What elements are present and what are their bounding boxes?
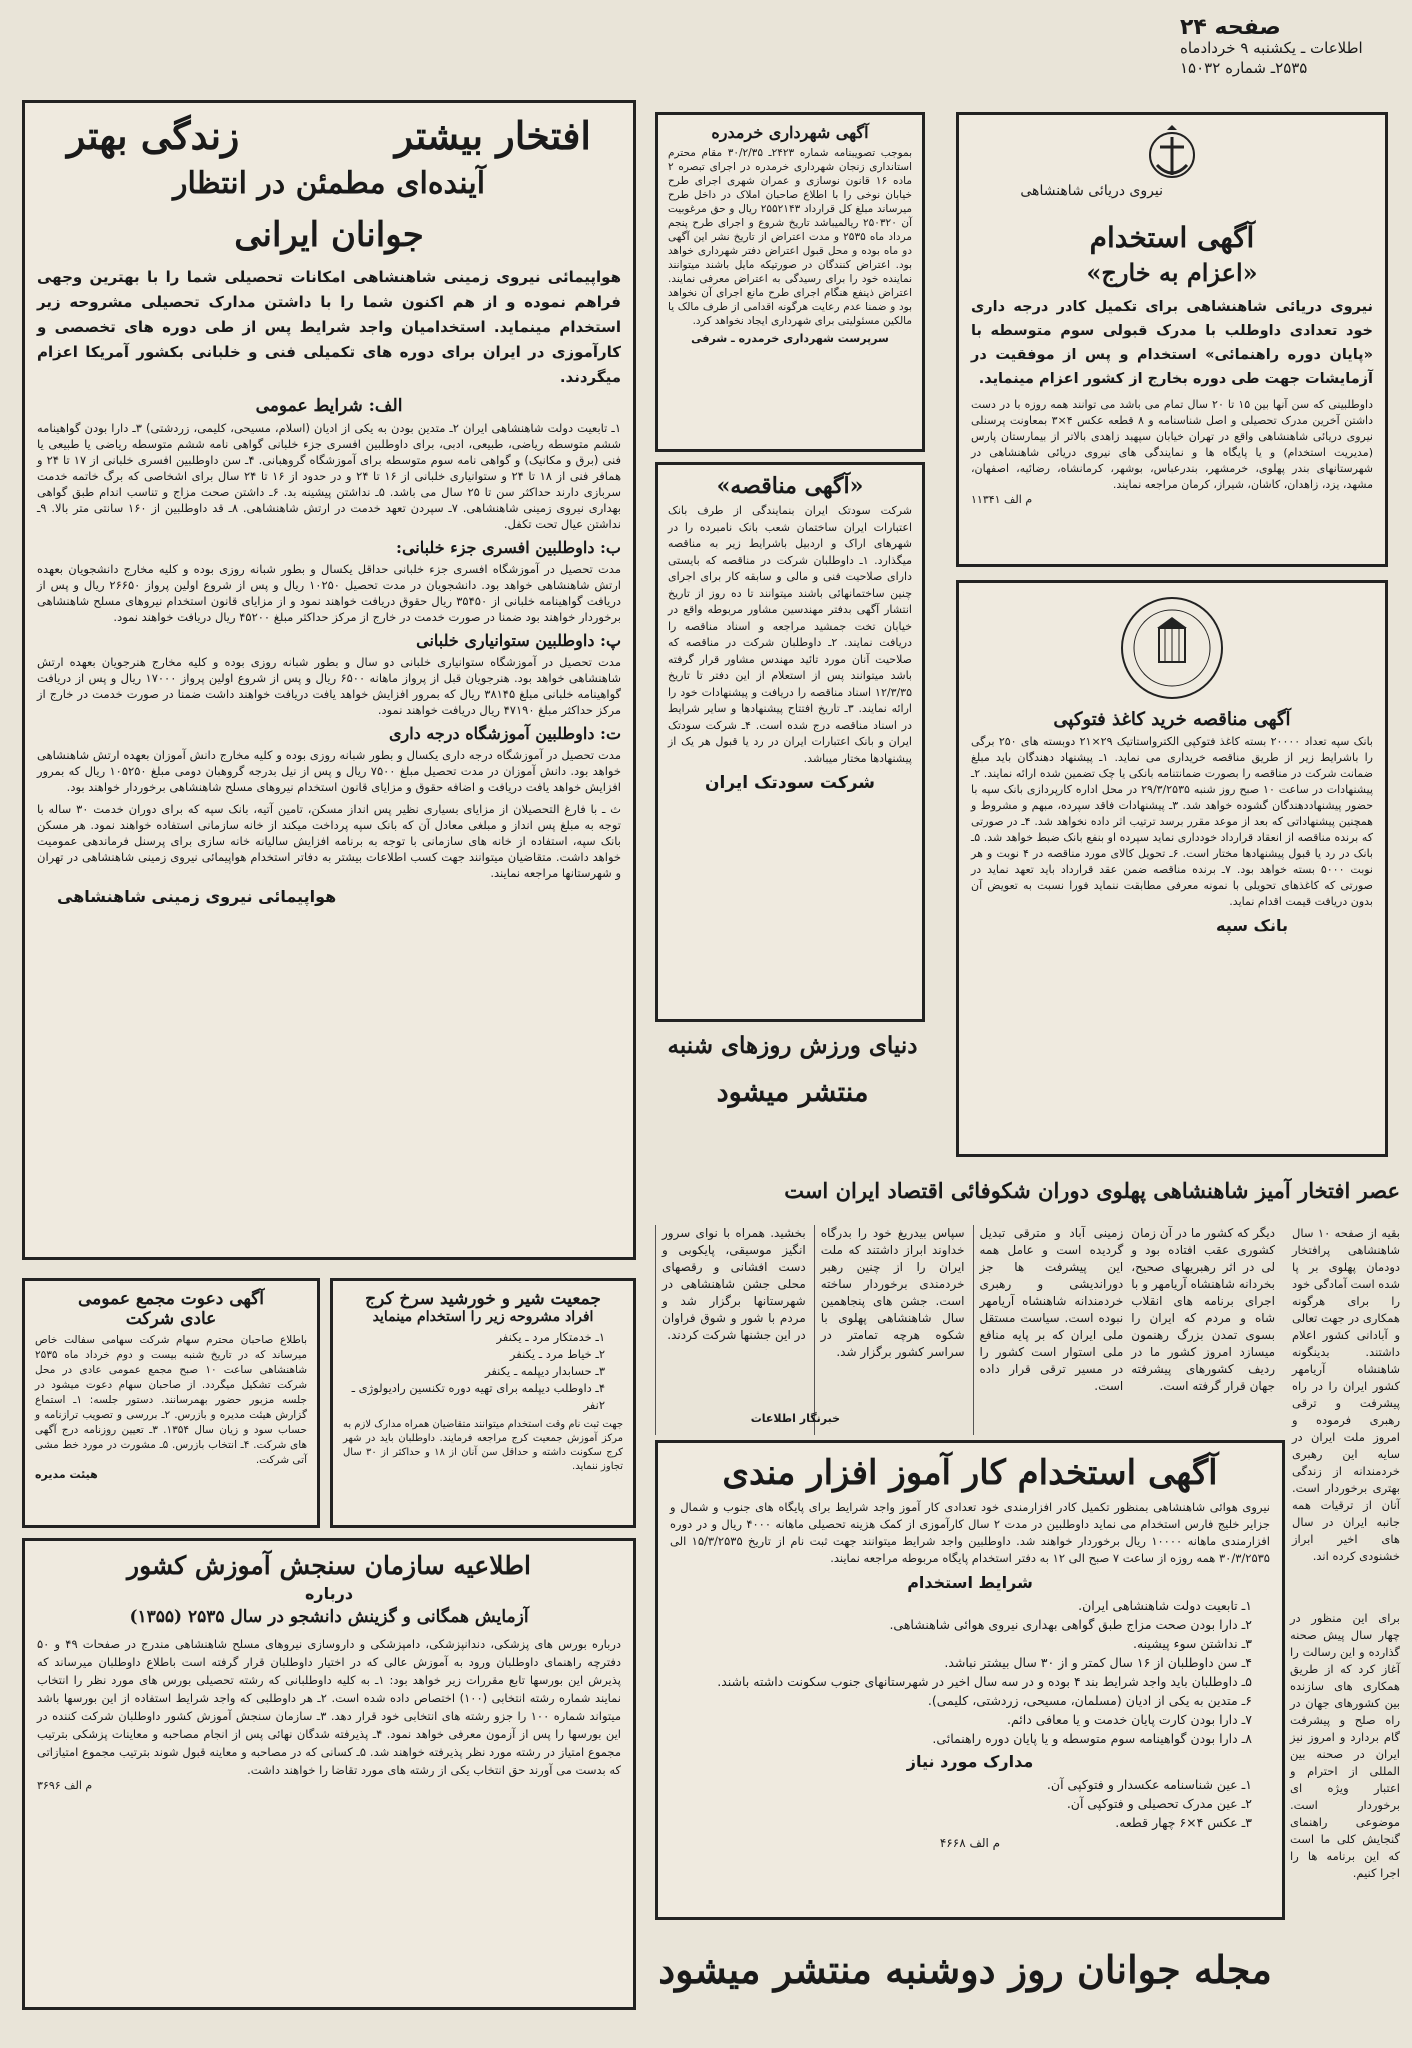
list-item: ۸ـ دارا بودن گواهینامه سوم متوسطه و یا پایان دوره راهنمائی.: [932, 1731, 1252, 1746]
army-aviation-recruitment-ad: [22, 100, 636, 1260]
air-force-trainee-recruitment-ad: [655, 1440, 1285, 1920]
red-lion-positions-list: [343, 1329, 623, 1414]
bank-sepah-signature: بانک سپه: [1216, 916, 1288, 935]
tender-title: «آگهی مناقصه»: [716, 473, 864, 499]
trainee-title: آگهی استخدام کار آموز افزار مندی: [722, 1453, 1218, 1493]
tender-signature: شرکت سودتک ایران: [704, 773, 876, 793]
section-p-text: مدت تحصیل در آموزشگاه ستوانیاری خلبانی دو سال و بطور شبانه روزی بوده و کلیه مخارج هنرجویان بعهده ارتش شاهنشاهی خواهد بود. هنرجویان قبل از پرواز ماهانه ۶۵۰۰ ریال و پس از شروع اولین پرواز ۱۷۰۰۰ ریال و پس از دریافت گواهینامه خلبانی مبلغ ۳۸۱۴۵ ریال که بمرور افزایش خواهد یافت دریافت خواهند داشت ضمنا در صورت خدمت در خارج از مرکز حداکثر مبلغ ۴۷۱۹۰ ریال دریافت خواهند نمود.: [37, 655, 621, 717]
khorramdareh-signature: سرپرست شهرداری خرمدره ـ شرفی: [691, 332, 889, 345]
exam-text: درباره بورس های پزشکی، دندانپزشکی، دامپزشکی و داروسازی نیروهای مسلح شاهنشاهی مندرج در صفحات ۴۹ و ۵۰ دفترچه راهنمای داوطلبان ورود به آموزش عالی که در اختیار داوطلبان قرار گرفته است باطلاع داوطلبان میرساند که پذیرش این بورسها تابع مقررات زیر خواهد بود: ۱ـ به کلیه داوطلبانی که رشته تحصیلی بورس های مورد نظر را انتخاب نمایند شماره رشته انتخابی (۱۰۰) اختصاص داده شده است. ۲ـ هر داوطلبی که واجد شرایط استفاده از این بورسها باشد میتواند شماره ۱۰۰ را جزو رشته های انتخابی خود قرار دهد. ۳ـ سازمان سنجش آموزش کشور داوطلبان شرکت کننده در این بورسها را پس از آزمون معرفی خواهد نمود. ۴ـ پذیرفته شدگان نهائی پس از انجام مصاحبه و معاینات پزشکی بترتیب مجموع امتیاز در رشته مورد نظر پذیرفته خواهند شد. ۵ـ کسانی که در مصاحبه و معاینه قبول شوند بترتیب مجموع امتیازاتی که بدست می آورند حق انتخاب یکی از رشته های مورد تقاضا را خواهند داشت.: [37, 1637, 622, 1777]
exam-organization-notice: [22, 1538, 636, 2010]
exam-subtitle-2: آزمایش همگانی و گزینش دانشجو در سال ۲۵۳۵ (۱۳۵۵): [129, 1607, 529, 1627]
list-item: ۶ـ متدین به یکی از ادیان (مسلمان، مسیحی، زردشتی، کلیمی).: [927, 1693, 1252, 1708]
trainee-requirements-list: [670, 1596, 1270, 1748]
trainee-intro: نیروی هوائی شاهنشاهی بمنظور تکمیل کادر افزارمندی خود تعدادی کار آموز واجد شرایط برای پایگاه های جنوب و شمال و جزایر خلیج فارس استخدام می نماید داوطلبین در مدت ۲ سال کارآموزی از کمک هزینه تحصیلی ماهانه ۴۰۰۰ ریال و در دوره افزارمندی ماهانه ۱۰۰۰۰ ریال برخوردار خواهند شد. داوطلبین واجد شرایط میتوانند جهت ثبت نام از تاریخ ۱۵/۳/۲۵۳۵ الی ۳۰/۳/۲۵۳۵ همه روزه از ساعت ۷ صبح الی ۱۲ به دفتر استخدام پایگاه مربوطه مراجعه نمایند.: [670, 1500, 1271, 1565]
article-column-6: بخشید. همراه با نوای سرور انگیز موسیقی، پایکوبی و دست افشانی و رقصهای محلی جشن شاهنشاهی در شهرستانها برگزار شد و مردم با شور و شوق فراوان در این جشنها شرکت کردند.: [655, 1225, 806, 1435]
tender-ad: [655, 462, 925, 1022]
sports-line-2: منتشر میشود: [716, 1077, 869, 1108]
bank-sepah-title: آگهی مناقصه خرید کاغذ فتوکپی: [1053, 709, 1291, 730]
red-lion-subtitle: افراد مشروحه زیر را استخدام مینماید: [372, 1309, 594, 1325]
page-number: صفحه ۲۴: [1180, 15, 1281, 40]
exam-code: م الف ۳۶۹۶: [37, 1779, 93, 1792]
khorramdareh-text: بموجب تصویبنامه شماره ۲۴۲۳ـ ۳۰/۲/۳۵ مقام محترم استانداری زنجان شهرداری خرمدره در اجرای تبصره ۲ ماده ۱۶ قانون نوسازی و عمران شهری اجرای طرح خیابان نوخی را با اطلاع صاحبان املاک در داخل طرح میرساند مبلغ کل قرارداد ۲۵۵۲۱۴۳ ریال و حق مرغوبیت آن ۲۵۰۳۲۰ ریالمیباشد تاریخ شروع و اجرای طرح پنجم مرداد ماه ۲۵۳۵ و مدت اعتراض از تاریخ نشر این آگهی دو ماه بوده و محل قبول اعتراض دفتر شهرداری خواهد بود. اعتراض کنندگان در صورتیکه مایل باشند میتوانند نماینده خود را برای رسیدگی به اعتراض معرفی نمایند. اعتراض ذینفع هنگام اجرای طرح مانع اجرای آن نخواهد بود و ضمنا عدم رعایت هرگونه اقدامی از طرف مالک یا مالکین مسئولیتی برای شهرداری ایجاد نخواهد کرد.: [668, 147, 913, 327]
navy-lead: نیروی دریائی شاهنشاهی برای تکمیل کادر درجه داری خود تعدادی داوطلب با مدرک قبولی سوم متوسطه با «پایان دوره راهنمائی» استخدام و پس از موفقیت در آزمایشات جهت طی دوره بخارج از کشور اعزام مینماید.: [971, 299, 1373, 387]
list-item: ۷ـ دارا بودن کارت پایان خدمت و یا معافی دائم.: [1006, 1712, 1252, 1727]
section-a-text: ۱ـ تابعیت دولت شاهنشاهی ایران ۲ـ متدین بودن به یکی از ادیان (اسلام، مسیحی، کلیمی، زردشتی) ۳ـ دارا بودن گواهینامه ششم متوسطه ریاضی، طبیعی، ادبی، برای داوطلبین افسری جزء خلبانی گواهی نامه ششم متوسطه ریاضی یا طبیعی یا فنی (برق و مکانیک) و گواهی نامه سوم متوسطه برای آموزشگاه گروهبانی. ۴ـ سن داوطلبین افسری خلبانی از ۱۷ تا ۲۴ و همافر فنی از ۱۸ تا ۲۴ و ستوانیاری خلبانی از ۱۶ تا ۲۴ و در حدود از ۱۶ تا ۲۴ سال برای اشخاصی که برگ خاتمه خدمت سربازی دارند حداکثر سن تا ۲۵ سال می باشد. ۵ـ نداشتن پیشینه بد. ۶ـ داشتن صحت مزاج و تناسب اندام طبق گواهی بهداری نیروی زمینی شاهنشاهی. ۷ـ سپردن تعهد خدمت در ارتش شاهنشاهی. ۸ـ قد داوطلبین از ۱۶۰ سانتی متر بالا. ۹ـ نداشتن عیال تحت تکفل.: [37, 421, 622, 531]
trainee-docs-title: مدارک مورد نیاز: [906, 1752, 1034, 1771]
pahlavi-article-columns-top: [655, 1225, 1275, 1435]
pahlavi-article-headline: عصر افتخار آمیز شاهنشاهی پهلوی دوران شکوفائی اقتصاد ایران است: [784, 1178, 1400, 1203]
khorramdareh-title: آگهی شهرداری خرمدره: [711, 123, 869, 142]
shareholders-title-2: عادی شرکت: [125, 1309, 217, 1329]
navy-brand: نیروی دریائی شاهنشاهی: [1020, 183, 1163, 199]
article-column-5: سپاس بیدریغ خود را بدرگاه خداوند ابراز داشتند که ملت ایران را از چنین رهبر خردمندی برخوردار ساخته است. جشن های پنجاهمین سال شاهنشاهی پهلوی با شکوه هرچه تمامتر در سراسر کشور برگزار شد.: [814, 1225, 965, 1435]
list-item: ۲ـ عین مدرک تحصیلی و فتوکپی آن.: [1066, 1796, 1252, 1811]
shareholders-meeting-ad: [22, 1278, 320, 1528]
sports-line-1: دنیای ورزش روزهای شنبه: [667, 1032, 918, 1059]
bank-sepah-emblem-icon: [1117, 593, 1227, 703]
red-lion-title: جمعیت شیر و خورشید سرخ کرج: [365, 1289, 601, 1309]
list-item: ۱ـ خدمتکار مرد ـ یکنفر: [496, 1330, 605, 1344]
masthead: [1180, 15, 1400, 80]
navy-title: آگهی استخدام: [1089, 221, 1255, 254]
section-t-text: مدت تحصیل در آموزشگاه درجه داری یکسال و بطور شبانه روزی بوده و کلیه مخارج دانش آموزان بعهده ارتش شاهنشاهی خواهد بود. دانش آموزان در مدت تحصیل مبلغ ۷۵۰۰ ریال و پس از نیل بدرجه گروهبان دومی مبلغ ۱۰۵۲۵۰ ریال که بمرور افزایش خواهد یافت دریافت و اضافه حقوق و مزایای قانون استخدام نیروهای مسلح شاهنشاهی برخوردار خواهند بود.: [37, 748, 621, 794]
article-column-4: زمینی آباد و مترقی تبدیل گردیده است و عامل همه این پیشرفت ها جز دوراندیشی و رهبری خردمندانه شاهنشاه آریامهر نبوده است. سیاست مستقل ملی ایران که بر پایه منافع ملی استوار است کشور را در مسیر ترقی قرار داده است.: [973, 1225, 1124, 1435]
section-p-title: پ: داوطلبین ستوانیاری خلبانی: [416, 631, 621, 650]
shareholders-title: آگهی دعوت مجمع عمومی: [77, 1289, 265, 1309]
tender-text: شرکت سودتک ایران بنمایندگی از طرف بانک اعتبارات ایران ساختمان شعب بانک نامبرده را در شهرهای اراک و اردبیل باشرایط زیر به مناقصه میگذارد. ۱ـ داوطلبان شرکت در مناقصه که بایستی دارای صلاحیت فنی و مالی و سابقه کار برای اجرای چنین ساختمانهائی باشند میتوانند تا ده روز از تاریخ انتشار آگهی بدفتر مهندسین مشاور مربوطه واقع در خیابان تخت جمشید مراجعه و اسناد مناقصه را دریافت نمایند. ۲ـ داوطلبان شرکت در مناقصه که صلاحیت آنان مورد تائید مهندس مشاور قرار گرفته باشد میتوانند پس از استعلام از این دفتر تا تاریخ ۱۲/۳/۳۵ اسناد مناقصه را دریافت و پیشنهادات خود را ارائه نمایند. ۳ـ تاریخ افتتاح پیشنهادها و سایر شرایط در اسناد مناقصه درج شده است. ۴ـ شرکت سودتک ایران و بانک اعتبارات ایران در رد یا قبول هر یک از پیشنهادها مختار میباشد.: [668, 504, 912, 765]
list-item: ۳ـ حسابدار دیپلمه ـ یکنفر: [484, 1364, 605, 1378]
masthead-date: اطلاعات ـ یکشنبه ۹ خردادماه: [1180, 39, 1363, 57]
ad-subheading-2: جوانان ایرانی: [234, 215, 424, 255]
section-b-text: مدت تحصیل در آموزشگاه افسری جزء خلبانی حداقل یکسال و بطور شبانه روزی بوده و کلیه مخارج دانشجویان بعهده ارتش شاهنشاهی خواهد بود. دانشجویان در مدت تحصیل ۱۰۲۵۰ ریال و پس از شروع اولین پرواز ۲۶۶۵۰ ریال و پس از دریافت گواهینامه خلبانی از ۳۵۴۵۰ ریال حقوق دریافت خواهند نمود و از مزایای قانون استخدام نیروهای مسلح شاهنشاهی برخوردار خواهند بود ضمنا در صورت خدمت در خارج از مرکز حداکثر مبلغ ۴۵۲۰۰ ریال دریافت خواهند نمود.: [37, 562, 621, 624]
headline-right: افتخار بیشتر: [394, 113, 591, 158]
trainee-code: م الف ۴۶۶۸: [939, 1836, 1001, 1850]
bank-sepah-text: بانک سپه تعداد ۲۰۰۰۰ بسته کاغذ فتوکپی الکترواستاتیک ۲۹×۲۱ دوبسته های ۲۵۰ برگی را باشرایط زیر از طریق مناقصه خریداری می نماید. ۱ـ پیشنهاد دهندگان باید مبلغ ضمانت شرکت در مناقصه را بصورت ضمانتنامه بانکی یا چک تضمین شده ارائه نمایند. ۲ـ پیشنهادات در ساعت ۱۰ صبح روز شنبه ۲۹/۳/۲۵۳۵ در محل اداره کارپردازی بانک سپه با حضور پیشنهاددهندگان گشوده خواهد شد. ۳ـ پیشنهادات فاقد سپرده، مبهم و مشروط و همچنین پیشنهاداتی که بعد از موعد مقرر برسد ترتیب اثر داده نخواهد شد. ۴ـ در صورتی که برنده مناقصه از انعقاد قرارداد خودداری نماید سپرده او بنفع بانک ضبط خواهد شد. ۵ـ بانک در رد یا قبول پیشنهادها مختار است. ۶ـ تحویل کالای مورد مناقصه در ۴ نوبت و هر نوبت ۵۰۰۰ بسته خواهد بود. ۷ـ برنده مناقصه ضمن عقد قرارداد باید تعهد نماید در صورتی که کاغذهای تحویلی با نمونه معرفی مطابقت ننماید فورا نسبت به تعویض آن بدون دریافت قیمت اقدام نماید.: [971, 735, 1374, 908]
shareholders-signature: هیئت مدیره: [35, 1468, 98, 1481]
article-column-1: بقیه از صفحه ۱۰ سال شاهنشاهی پرافتخار دودمان پهلوی بر پا شده است آمادگی خود را برای هرگونه همکاری در جهت تعالی و آبادانی کشور اعلام داشتند. بدینگونه شاهنشاه آریامهر کشور ایران را در راه پیشرفت و ترقی رهبری فرموده و امروز ملت ایران در سایه این رهبری خردمندانه از زندگی بهتری برخوردار است. آنان از ترقیات همه جانبه ایران در سال های اخیر ابراز خشنودی کرده اند.: [1292, 1226, 1400, 1563]
section-t-title: ت: داوطلبین آموزشگاه درجه داری: [388, 724, 621, 743]
navy-recruitment-ad: [956, 112, 1388, 567]
khorramdareh-municipality-ad: [655, 112, 925, 452]
list-item: ۴ـ سن داوطلبان از ۱۶ سال کمتر و از ۳۰ سال بیشتر نباشد.: [944, 1655, 1252, 1670]
list-item: ۳ـ نداشتن سوء پیشینه.: [1132, 1636, 1252, 1651]
navy-anchor-emblem-icon: [1097, 125, 1247, 235]
javanan-magazine-banner: مجله جوانان روز دوشنبه منتشر میشود: [658, 1947, 1272, 1992]
ad-subheading: آینده‌ای مطمئن در انتظار: [172, 166, 486, 201]
headline-left: زندگی بهتر: [67, 113, 240, 158]
navy-code: م الف ۱۱۳۴۱: [971, 493, 1033, 506]
list-item: ۴ـ داوطلب دیپلمه برای تهیه دوره تکنسین رادیولوژی ـ ۲نفر: [351, 1381, 605, 1412]
list-item: ۱ـ عین شناسنامه عکسدار و فتوکپی آن.: [1046, 1777, 1252, 1792]
red-lion-sun-recruitment-ad: [330, 1278, 636, 1528]
section-benefits: ث ـ با فارغ التحصیلان از مزایای بسیاری نظیر پس انداز مسکن، تامین آتیه، بانک سپه که برای دوران خدمت ۳۰ ساله با توجه به مبلغ پس انداز و مبلغی معادل آن که بانک سپه پرداخت میکند از خانه سازمانی استفاده خواهند نمود. هر مسکن بانک سپه، استفاده از خانه های سازمانی با توجه به برنامه افزایش سالیانه خانه سازی برای پرسنل فرماندهی عمومیت خواهد داشت. متقاضیان میتوانند جهت کسب اطلاعات بیشتر به دفاتر استخدام هواپیمائی نیروی زمینی شاهنشاهی در تهران و شهرستانها مراجعه نمایند.: [37, 802, 622, 880]
article-column-3: دیگر که کشور ما در آن زمان کشوری عقب افتاده بود و لی در اثر رهبریهای صحیح، بخردانه شاهنشاه آریامهر و با اجرای برنامه های انقلاب شاه و مردم که ایران را بسوی تمدن بزرگ رهنمون میسازد امروز کشور ما در ردیف کشورهای پیشرفته جهان قرار گرفته است.: [1131, 1226, 1275, 1393]
bank-sepah-tender-ad: [956, 580, 1388, 1157]
red-lion-text: جهت ثبت نام وقت استخدام میتوانند متقاضیان همراه مدارک لازم به مرکز آموزش جمعیت کرج مراجعه فرمایند. داوطلبان باید در شهر کرج سکونت داشته و حداقل سن آنان از ۱۸ و حداکثر از ۳۰ سال تجاوز ننماید.: [343, 1419, 624, 1472]
section-a-title: الف: شرایط عمومی: [255, 396, 403, 416]
navy-subtitle: «اعزام به خارج»: [1086, 258, 1258, 287]
trainee-requirements-title: شرایط استخدام: [907, 1573, 1033, 1592]
exam-subtitle: درباره: [304, 1584, 354, 1603]
list-item: ۵ـ داوطلبان باید واجد شرایط بند ۴ بوده و در سه سال اخیر در شهرستانهای جنوب سکونت داشته باشند.: [717, 1674, 1252, 1689]
ad-signature: هواپیمائی نیروی زمینی شاهنشاهی: [57, 887, 337, 906]
section-b-title: ب: داوطلبین افسری جزء خلبانی:: [396, 538, 621, 557]
list-item: ۳ـ عکس ۴×۶ چهار قطعه.: [1115, 1815, 1252, 1830]
navy-text: داوطلبینی که سن آنها بین ۱۵ تا ۲۰ سال تمام می باشد می توانند همه روزه با در دست داشتن آخرین مدرک تحصیلی و اصل شناسنامه و ۸ قطعه عکس ۴×۳ بمعاونت پرسنلی نیروی دریائی شاهنشاهی واقع در تهران خیابان سپهبد زاهدی بالاتر از بیمارستان پارس (مدیریت استخدام) و یا پایگاه ها و نمایندگی های نیروی دریائی شاهنشاهی در شهرستانهای بندر پهلوی، خرمشهر، بندرعباس، بوشهر، کرمانشاه، رضائیه، اصفهان، مشهد، یزد، زاهدان، کاشان، شیراز، کرمان مراجعه نمایند.: [971, 398, 1374, 491]
sports-weekly-note: [660, 1032, 925, 1142]
masthead-issue: ۲۵۳۵ـ شماره ۱۵۰۳۲: [1180, 59, 1308, 77]
list-item: ۲ـ خیاط مرد ـ یکنفر: [509, 1347, 605, 1361]
article-source: خبرنگار اطلاعات: [750, 1412, 840, 1425]
trainee-docs-list: [670, 1775, 1270, 1832]
shareholders-text: باطلاع صاحبان محترم سهام شرکت سهامی سفالت خاص میرساند که در تاریخ شنبه بیست و دوم خرداد ماه ۲۵۳۵ شاهنشاهی ساعت ۱۰ صبح مجمع عمومی عادی در محل شرکت تشکیل میگردد. از صاحبان سهام دعوت میشود در جلسه مزبور حضور بهمرسانند. دستور جلسه: ۱ـ استماع گزارش هیئت مدیره و بازرس. ۲ـ بررسی و تصویب ترازنامه و حساب سود و زیان سال ۱۳۵۴. ۳ـ تعیین روزنامه درج آگهی های شرکت. ۴ـ انتخاب بازرس. ۵ـ مشورت در مورد خط مشی آتی شرکت.: [35, 1334, 308, 1466]
list-item: ۲ـ دارا بودن صحت مزاج طبق گواهی بهداری نیروی هوائی شاهنشاهی.: [889, 1617, 1252, 1632]
exam-title: اطلاعیه سازمان سنجش آموزش کشور: [127, 1551, 531, 1580]
ad-intro: هواپیمائی نیروی زمینی شاهنشاهی امکانات تحصیلی شما را با بهترین وجهی فراهم نموده و از هم اکنون شما را با داشتن مدارک تحصیلی مشروحه زیر استخدام مینماید. استخدامیان واجد شرایط پس از طی دوره های تخصصی و کارآموزی در ایران برای دوره های تکمیلی فنی و خلبانی بکشور آمریکا اعزام میگردند.: [37, 268, 621, 386]
article-column-2: برای این منظور در چهار سال پیش صحنه گذارده و این رسالت را آغاز کرد که از طریق همکاری های سازنده بین کشورهای جهان در راه صلح و پیشرفت گام بردارد و امروز نیز ایران در صحنه بین المللی از احترام و اعتبار ویژه ای برخوردار است. موضوعی راهنمای گنجایش کلی ما است که این برنامه ها را اجرا کنیم.: [1290, 1610, 1400, 2010]
list-item: ۱ـ تابعیت دولت شاهنشاهی ایران.: [1078, 1598, 1252, 1613]
